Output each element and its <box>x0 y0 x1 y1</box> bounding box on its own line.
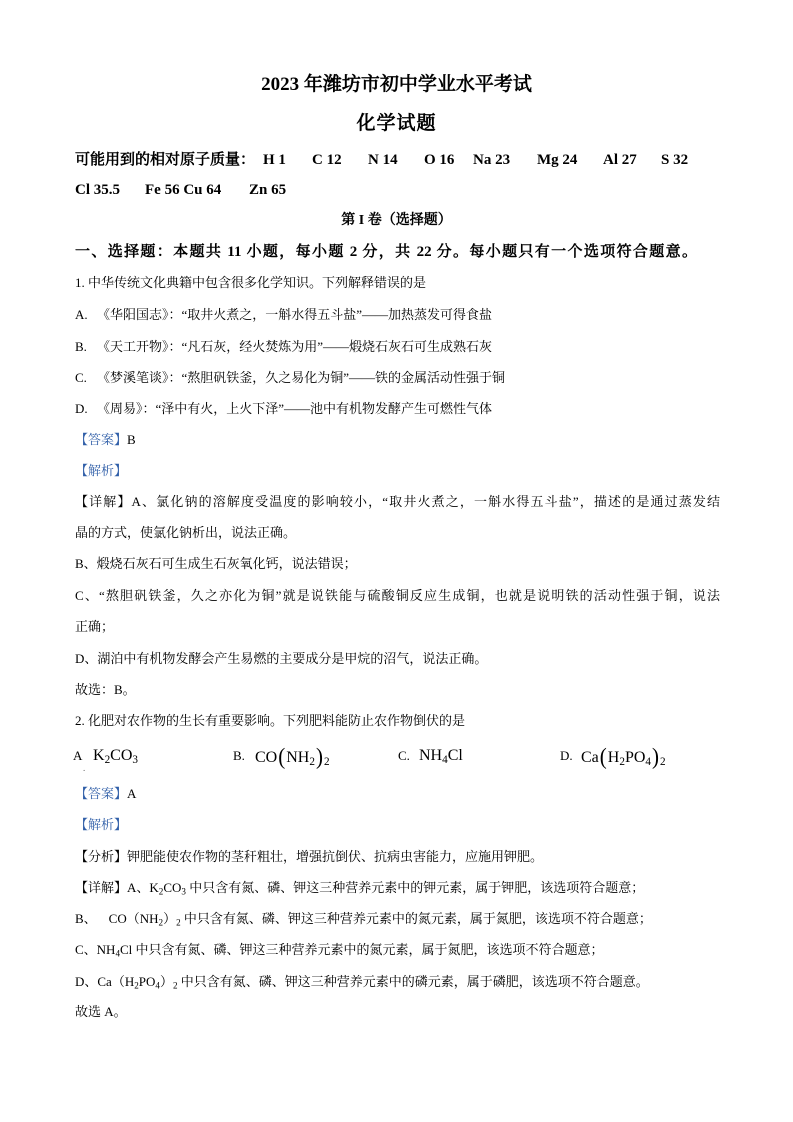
formula-subscript: 2 <box>158 917 164 928</box>
q2-detail-line <box>75 877 644 899</box>
atomic-mass-row-2 <box>0 179 793 201</box>
option-text: 《周易》：“泽中有火，上火下泽”——池中有机物发酵产生可燃性气体 <box>97 401 493 416</box>
exam-subtitle: 化学试题 <box>356 113 437 134</box>
formula-paren: ) <box>315 742 323 770</box>
atomic-mass-item: N 14 <box>368 152 398 168</box>
atomic-mass-item: H 1 <box>263 152 286 168</box>
q2-analysis-label: 【解析】 <box>75 817 128 832</box>
q1-option-c <box>75 367 505 389</box>
formula-subscript: 3 <box>132 754 138 767</box>
formula-paren: ) <box>651 742 659 770</box>
formula-subscript: 2 <box>104 754 111 767</box>
answer-label: 【答案】 <box>75 432 128 447</box>
q1-option-d <box>75 398 492 420</box>
option-label: D. <box>75 401 88 416</box>
detail-text: D、Ca（H <box>75 974 135 989</box>
detail-text: 中只含有氮、磷、钾这三种营养元素中的钾元素，属于钾肥，该选项符合题意； <box>185 880 645 895</box>
q1-detail-line: 晶的方式，使氯化钠析出，说法正确。 <box>75 525 297 540</box>
formula-text: Ca <box>581 749 599 766</box>
option-label: A <box>73 748 83 763</box>
detail-text: A、K <box>127 880 159 895</box>
atomic-mass-item: Cl 35.5 <box>75 182 120 198</box>
q1-analysis-label: 【解析】 <box>75 463 128 478</box>
detail-text: Cl 中只含有氮、磷、钾这三种营养元素中的氮元素，属于氮肥，该选项不符合题意； <box>120 942 604 957</box>
detail-text: A、氯化钠的溶解度受温度的影响较小，“取井火煮之，一斛水得五斗盐”，描述的是通过蒸发结 <box>131 494 720 509</box>
q2-detail-line <box>75 908 652 930</box>
formula-text: PO <box>624 749 646 766</box>
q1-answer <box>75 429 136 451</box>
option-label: C. <box>398 748 410 763</box>
atomic-mass-item: Fe 56 Cu 64 <box>145 182 222 198</box>
detail-text: PO <box>138 974 156 989</box>
detail-text: ） <box>159 974 173 989</box>
q1-detail-line: 正确； <box>75 619 115 634</box>
formula-subscript: 2 <box>659 756 666 769</box>
formula-subscript: 2 <box>323 756 330 769</box>
option-text: 《梦溪笔谈》：“熬胆矾铁釜，久之易化为铜”——铁的金属活动性强于铜 <box>97 370 506 385</box>
atomic-mass-item: Zn 65 <box>249 182 287 198</box>
atomic-mass-row-1 <box>0 149 793 171</box>
formula-k2co3 <box>93 741 138 771</box>
atomic-mass-item: Na 23 <box>473 152 511 168</box>
q1-stem: 1. 中华传统文化典籍中包含很多化学知识。下列解释错误的是 <box>75 275 427 290</box>
detail-text: ） <box>163 911 177 926</box>
formula-text: H <box>607 749 620 766</box>
detail-text: CO（NH <box>108 911 159 926</box>
option-text: 《天工开物》：“凡石灰，经火焚炼为用”——煅烧石灰石可生成熟石灰 <box>97 339 493 354</box>
option-label: C. <box>75 370 87 385</box>
formula-text: CO <box>255 749 278 766</box>
q2-conclusion: 故选 A。 <box>75 1004 127 1019</box>
section-heading: 一、选择题：本题共 11 小题，每小题 2 分，共 22 分。每小题只有一个选项符合题意。 <box>75 244 697 260</box>
analysis-text: 钾肥能使农作物的茎秆粗壮，增强抗倒伏、抗病虫害能力，应施用钾肥。 <box>127 849 544 864</box>
atomic-mass-item: S 32 <box>661 152 689 168</box>
option-label: D. <box>560 748 573 763</box>
detail-text: CO <box>163 880 182 895</box>
formula-text: K <box>93 747 105 764</box>
q2-detail-line <box>75 971 649 993</box>
formula-text: NH <box>286 749 310 766</box>
q1-conclusion: 故选：B。 <box>75 682 136 697</box>
q2-stem: 2. 化肥对农作物的生长有重要影响。下列肥料能防止农作物倒伏的是 <box>75 713 466 728</box>
formula-subscript: 2 <box>176 917 181 928</box>
formula-subscript: 4 <box>442 754 448 767</box>
option-text: 《华阳国志》：“取井火煮之，一斛水得五斗盐”——加热蒸发可得食盐 <box>97 307 493 322</box>
atomic-mass-item: Mg 24 <box>537 152 578 168</box>
atomic-mass-label: 可能用到的相对原子质量： <box>75 152 256 168</box>
formula-ca-h2po4-2 <box>581 741 666 773</box>
formula-subscript: 2 <box>619 756 625 769</box>
formula-subscript: 2 <box>309 756 315 769</box>
detail-text: 中只含有氮、磷、钾这三种营养元素中的氮元素，属于氮肥，该选项不符合题意； <box>180 911 652 926</box>
formula-subscript: 3 <box>181 886 186 897</box>
option-label-dot: . <box>83 763 86 773</box>
formula-paren: ( <box>278 742 286 770</box>
q2-options-row <box>0 741 793 771</box>
atomic-mass-item: C 12 <box>312 152 342 168</box>
exam-title: 2023 年潍坊市初中学业水平考试 <box>261 74 532 95</box>
atomic-mass-item: Al 27 <box>603 152 637 168</box>
option-label: B. <box>75 339 87 354</box>
q2-analysis <box>75 846 543 868</box>
formula-text: Cl <box>447 747 463 764</box>
q2-detail-line <box>75 939 604 961</box>
detail-text: C、NH <box>75 942 116 957</box>
formula-subscript: 2 <box>158 886 164 897</box>
q2-answer <box>75 783 136 805</box>
detail-label: 【详解】 <box>75 880 128 895</box>
volume-heading: 第 I 卷（选择题） <box>341 213 452 228</box>
formula-subscript: 4 <box>645 756 651 769</box>
atomic-mass-item: O 16 <box>424 152 455 168</box>
q1-detail-line: B、煅烧石灰石可生成生石灰氧化钙，说法错误； <box>75 556 357 571</box>
formula-subscript: 4 <box>115 948 120 959</box>
answer-value: B <box>127 432 136 447</box>
formula-subscript: 4 <box>155 980 160 991</box>
q1-detail-line <box>75 491 720 513</box>
formula-text: NH <box>419 747 443 764</box>
q1-detail-line: D、湖泊中有机物发酵会产生易燃的主要成分是甲烷的沼气，说法正确。 <box>75 651 488 666</box>
detail-text: 中只含有氮、磷、钾这三种营养元素中的磷元素，属于磷肥，该选项不符合题意。 <box>177 974 649 989</box>
formula-paren: ( <box>599 742 607 770</box>
formula-subscript: 2 <box>172 980 178 991</box>
detail-text: B、 <box>75 911 97 926</box>
formula-urea <box>255 741 330 773</box>
detail-label: 【详解】 <box>75 494 132 509</box>
analysis-label: 【分析】 <box>75 849 128 864</box>
answer-label: 【答案】 <box>75 786 128 801</box>
formula-subscript: 2 <box>134 980 139 991</box>
option-label: B. <box>233 748 245 763</box>
formula-nh4cl <box>419 741 463 771</box>
option-label: A. <box>75 307 88 322</box>
answer-value: A <box>127 786 137 801</box>
q1-option-a <box>75 304 492 326</box>
formula-text: CO <box>110 747 133 764</box>
q1-detail-line: C、“熬胆矾铁釜，久之亦化为铜”就是说铁能与硫酸铜反应生成铜，也就是说明铁的活动性强于铜，说法 <box>75 588 720 603</box>
q1-option-b <box>75 336 492 358</box>
